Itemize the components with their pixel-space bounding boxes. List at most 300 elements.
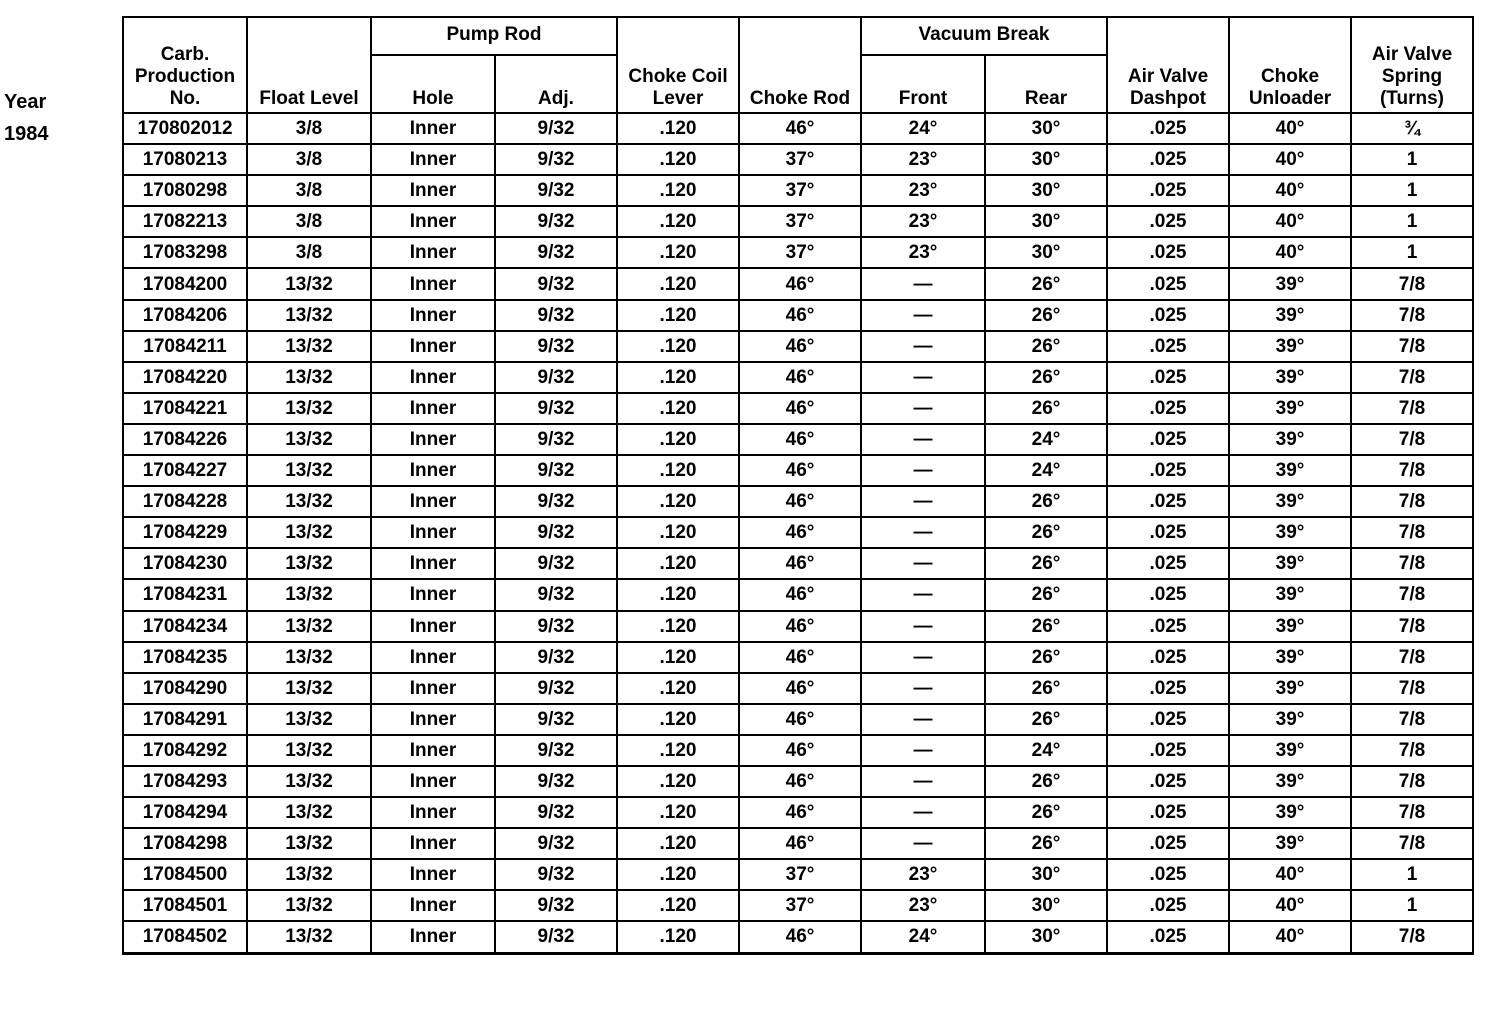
- air-valve-spring-cell: 7/8: [1351, 300, 1473, 331]
- carb-no-cell: 17084220: [123, 362, 247, 393]
- float-level-cell: 13/32: [247, 642, 371, 673]
- carb-no-cell: 17084200: [123, 268, 247, 299]
- air-valve-dashpot-cell: .025: [1107, 828, 1229, 859]
- carb-no-cell: 17084235: [123, 642, 247, 673]
- pump-rod-hole-cell: Inner: [371, 206, 495, 237]
- choke-coil-lever-cell: .120: [617, 486, 739, 517]
- pump-rod-adj-cell: 9/32: [495, 393, 617, 424]
- air-valve-spring-cell: 7/8: [1351, 455, 1473, 486]
- table-row: [123, 113, 1473, 144]
- table-row: [123, 828, 1473, 859]
- carb-no-cell: 17084290: [123, 673, 247, 704]
- table-row: [123, 206, 1473, 237]
- choke-coil-lever-cell: .120: [617, 517, 739, 548]
- pump-rod-adj-cell: 9/32: [495, 735, 617, 766]
- air-valve-dashpot-cell: .025: [1107, 548, 1229, 579]
- choke-rod-cell: 46°: [739, 766, 861, 797]
- float-level-cell: 3/8: [247, 237, 371, 268]
- air-valve-dashpot-cell: .025: [1107, 455, 1229, 486]
- air-valve-spring-cell: 7/8: [1351, 268, 1473, 299]
- air-valve-dashpot-cell: .025: [1107, 144, 1229, 175]
- pump-rod-adj-cell: 9/32: [495, 268, 617, 299]
- header-choke-rod: Choke Rod: [739, 17, 861, 113]
- vacuum-break-front-cell: —: [861, 797, 985, 828]
- vacuum-break-rear-cell: 24°: [985, 735, 1107, 766]
- pump-rod-hole-cell: Inner: [371, 735, 495, 766]
- choke-coil-lever-cell: .120: [617, 113, 739, 144]
- choke-coil-lever-cell: .120: [617, 331, 739, 362]
- pump-rod-hole-cell: Inner: [371, 890, 495, 921]
- pump-rod-adj-cell: 9/32: [495, 828, 617, 859]
- vacuum-break-front-cell: —: [861, 393, 985, 424]
- vacuum-break-front-cell: —: [861, 642, 985, 673]
- choke-coil-lever-cell: .120: [617, 393, 739, 424]
- carb-no-cell: 17080298: [123, 175, 247, 206]
- vacuum-break-front-cell: —: [861, 548, 985, 579]
- vacuum-break-rear-cell: 26°: [985, 704, 1107, 735]
- pump-rod-hole-cell: Inner: [371, 797, 495, 828]
- choke-unloader-cell: 39°: [1229, 735, 1351, 766]
- table-row: [123, 548, 1473, 579]
- pump-rod-hole-cell: Inner: [371, 579, 495, 610]
- pump-rod-hole-cell: Inner: [371, 548, 495, 579]
- vacuum-break-rear-cell: 30°: [985, 206, 1107, 237]
- table-row: [123, 455, 1473, 486]
- float-level-cell: 3/8: [247, 144, 371, 175]
- air-valve-spring-cell: 1: [1351, 890, 1473, 921]
- header-pump-rod-hole: Hole: [371, 55, 495, 113]
- table-row: [123, 144, 1473, 175]
- pump-rod-hole-cell: Inner: [371, 237, 495, 268]
- float-level-cell: 13/32: [247, 611, 371, 642]
- air-valve-dashpot-cell: .025: [1107, 517, 1229, 548]
- pump-rod-hole-cell: Inner: [371, 300, 495, 331]
- air-valve-spring-cell: 1: [1351, 859, 1473, 890]
- float-level-cell: 13/32: [247, 859, 371, 890]
- float-level-cell: 13/32: [247, 331, 371, 362]
- vacuum-break-rear-cell: 26°: [985, 300, 1107, 331]
- pump-rod-hole-cell: Inner: [371, 486, 495, 517]
- pump-rod-adj-cell: 9/32: [495, 517, 617, 548]
- header-pump-rod: Pump Rod: [371, 17, 617, 55]
- table-row: [123, 268, 1473, 299]
- table-row: [123, 393, 1473, 424]
- air-valve-spring-cell: 7/8: [1351, 331, 1473, 362]
- air-valve-dashpot-cell: .025: [1107, 237, 1229, 268]
- table-row: [123, 331, 1473, 362]
- vacuum-break-rear-cell: 30°: [985, 175, 1107, 206]
- air-valve-spring-cell: 7/8: [1351, 797, 1473, 828]
- air-valve-spring-cell: 7/8: [1351, 704, 1473, 735]
- vacuum-break-rear-cell: 26°: [985, 331, 1107, 362]
- float-level-cell: 13/32: [247, 797, 371, 828]
- choke-rod-cell: 46°: [739, 673, 861, 704]
- air-valve-spring-cell: 7/8: [1351, 642, 1473, 673]
- float-level-cell: 13/32: [247, 766, 371, 797]
- header-pump-rod-adj: Adj.: [495, 55, 617, 113]
- pump-rod-adj-cell: 9/32: [495, 144, 617, 175]
- air-valve-dashpot-cell: .025: [1107, 859, 1229, 890]
- float-level-cell: 13/32: [247, 486, 371, 517]
- carb-no-cell: 17084500: [123, 859, 247, 890]
- air-valve-dashpot-cell: .025: [1107, 362, 1229, 393]
- pump-rod-adj-cell: 9/32: [495, 300, 617, 331]
- choke-unloader-cell: 39°: [1229, 424, 1351, 455]
- air-valve-dashpot-cell: .025: [1107, 921, 1229, 953]
- choke-rod-cell: 46°: [739, 828, 861, 859]
- choke-coil-lever-cell: .120: [617, 642, 739, 673]
- choke-coil-lever-cell: .120: [617, 735, 739, 766]
- pump-rod-adj-cell: 9/32: [495, 237, 617, 268]
- choke-rod-cell: 46°: [739, 548, 861, 579]
- table-row: [123, 486, 1473, 517]
- header-vacuum-break-front: Front: [861, 55, 985, 113]
- pump-rod-hole-cell: Inner: [371, 144, 495, 175]
- choke-rod-cell: 46°: [739, 393, 861, 424]
- pump-rod-adj-cell: 9/32: [495, 206, 617, 237]
- year-column: [4, 86, 104, 150]
- vacuum-break-rear-cell: 26°: [985, 766, 1107, 797]
- pump-rod-adj-cell: 9/32: [495, 797, 617, 828]
- vacuum-break-front-cell: —: [861, 579, 985, 610]
- vacuum-break-rear-cell: 30°: [985, 890, 1107, 921]
- pump-rod-hole-cell: Inner: [371, 859, 495, 890]
- vacuum-break-rear-cell: 30°: [985, 113, 1107, 144]
- choke-rod-cell: 37°: [739, 859, 861, 890]
- choke-coil-lever-cell: .120: [617, 237, 739, 268]
- float-level-cell: 13/32: [247, 828, 371, 859]
- pump-rod-hole-cell: Inner: [371, 704, 495, 735]
- choke-unloader-cell: 39°: [1229, 828, 1351, 859]
- table-row: [123, 890, 1473, 921]
- choke-rod-cell: 46°: [739, 517, 861, 548]
- air-valve-spring-cell: 7/8: [1351, 673, 1473, 704]
- carb-no-cell: 17084291: [123, 704, 247, 735]
- air-valve-dashpot-cell: .025: [1107, 331, 1229, 362]
- vacuum-break-rear-cell: 26°: [985, 642, 1107, 673]
- vacuum-break-front-cell: 23°: [861, 175, 985, 206]
- air-valve-dashpot-cell: .025: [1107, 890, 1229, 921]
- year-label: Year: [4, 91, 47, 113]
- carb-no-cell: 17084501: [123, 890, 247, 921]
- choke-coil-lever-cell: .120: [617, 673, 739, 704]
- choke-coil-lever-cell: .120: [617, 268, 739, 299]
- carb-no-cell: 17082213: [123, 206, 247, 237]
- carb-no-cell: 170802012: [123, 113, 247, 144]
- choke-rod-cell: 46°: [739, 797, 861, 828]
- table-row: [123, 424, 1473, 455]
- choke-unloader-cell: 39°: [1229, 579, 1351, 610]
- choke-coil-lever-cell: .120: [617, 859, 739, 890]
- air-valve-spring-cell: 7/8: [1351, 921, 1473, 953]
- carb-no-cell: 17084229: [123, 517, 247, 548]
- float-level-cell: 13/32: [247, 517, 371, 548]
- table-row: [123, 300, 1473, 331]
- float-level-cell: 3/8: [247, 206, 371, 237]
- choke-unloader-cell: 39°: [1229, 673, 1351, 704]
- air-valve-spring-cell: 7/8: [1351, 517, 1473, 548]
- pump-rod-hole-cell: Inner: [371, 642, 495, 673]
- choke-rod-cell: 37°: [739, 237, 861, 268]
- carb-no-cell: 17084292: [123, 735, 247, 766]
- choke-coil-lever-cell: .120: [617, 797, 739, 828]
- header-carb-production-no: Carb. Production No.: [123, 17, 247, 113]
- air-valve-dashpot-cell: .025: [1107, 113, 1229, 144]
- pump-rod-adj-cell: 9/32: [495, 673, 617, 704]
- vacuum-break-rear-cell: 26°: [985, 828, 1107, 859]
- choke-unloader-cell: 39°: [1229, 766, 1351, 797]
- vacuum-break-rear-cell: 26°: [985, 517, 1107, 548]
- choke-coil-lever-cell: .120: [617, 144, 739, 175]
- pump-rod-adj-cell: 9/32: [495, 921, 617, 953]
- air-valve-dashpot-cell: .025: [1107, 642, 1229, 673]
- air-valve-dashpot-cell: .025: [1107, 393, 1229, 424]
- air-valve-dashpot-cell: .025: [1107, 704, 1229, 735]
- air-valve-spring-cell: 7/8: [1351, 362, 1473, 393]
- vacuum-break-rear-cell: 26°: [985, 362, 1107, 393]
- table-row: [123, 579, 1473, 610]
- choke-unloader-cell: 39°: [1229, 517, 1351, 548]
- float-level-cell: 13/32: [247, 704, 371, 735]
- pump-rod-adj-cell: 9/32: [495, 890, 617, 921]
- choke-coil-lever-cell: .120: [617, 455, 739, 486]
- vacuum-break-front-cell: —: [861, 424, 985, 455]
- choke-unloader-cell: 39°: [1229, 797, 1351, 828]
- vacuum-break-rear-cell: 26°: [985, 797, 1107, 828]
- float-level-cell: 3/8: [247, 113, 371, 144]
- vacuum-break-rear-cell: 26°: [985, 268, 1107, 299]
- header-vacuum-break: Vacuum Break: [861, 17, 1107, 55]
- vacuum-break-front-cell: 23°: [861, 206, 985, 237]
- float-level-cell: 13/32: [247, 579, 371, 610]
- carb-no-cell: 17084231: [123, 579, 247, 610]
- vacuum-break-front-cell: —: [861, 486, 985, 517]
- pump-rod-hole-cell: Inner: [371, 611, 495, 642]
- header-air-valve-spring: Air Valve Spring (Turns): [1351, 17, 1473, 113]
- carb-no-cell: 17084502: [123, 921, 247, 953]
- carb-no-cell: 17084228: [123, 486, 247, 517]
- float-level-cell: 3/8: [247, 175, 371, 206]
- vacuum-break-rear-cell: 30°: [985, 921, 1107, 953]
- choke-unloader-cell: 40°: [1229, 113, 1351, 144]
- vacuum-break-front-cell: 24°: [861, 113, 985, 144]
- choke-rod-cell: 46°: [739, 642, 861, 673]
- vacuum-break-front-cell: 23°: [861, 144, 985, 175]
- pump-rod-hole-cell: Inner: [371, 673, 495, 704]
- vacuum-break-front-cell: 23°: [861, 237, 985, 268]
- vacuum-break-front-cell: —: [861, 704, 985, 735]
- carb-no-cell: 17084211: [123, 331, 247, 362]
- air-valve-spring-cell: 1: [1351, 175, 1473, 206]
- float-level-cell: 13/32: [247, 921, 371, 953]
- float-level-cell: 13/32: [247, 890, 371, 921]
- vacuum-break-front-cell: —: [861, 735, 985, 766]
- carb-no-cell: 17084226: [123, 424, 247, 455]
- choke-coil-lever-cell: .120: [617, 300, 739, 331]
- choke-rod-cell: 46°: [739, 300, 861, 331]
- choke-rod-cell: 46°: [739, 704, 861, 735]
- choke-coil-lever-cell: .120: [617, 704, 739, 735]
- choke-unloader-cell: 39°: [1229, 704, 1351, 735]
- header-choke-coil-lever: Choke Coil Lever: [617, 17, 739, 113]
- pump-rod-adj-cell: 9/32: [495, 331, 617, 362]
- vacuum-break-front-cell: —: [861, 268, 985, 299]
- vacuum-break-front-cell: —: [861, 331, 985, 362]
- air-valve-spring-cell: 1: [1351, 206, 1473, 237]
- air-valve-dashpot-cell: .025: [1107, 579, 1229, 610]
- carburetor-spec-table: [122, 16, 1474, 955]
- carb-no-cell: 17084294: [123, 797, 247, 828]
- carb-no-cell: 17084227: [123, 455, 247, 486]
- pump-rod-adj-cell: 9/32: [495, 859, 617, 890]
- header-air-valve-dashpot: Air Valve Dashpot: [1107, 17, 1229, 113]
- table-row: [123, 517, 1473, 548]
- choke-unloader-cell: 39°: [1229, 611, 1351, 642]
- pump-rod-adj-cell: 9/32: [495, 175, 617, 206]
- pump-rod-adj-cell: 9/32: [495, 548, 617, 579]
- air-valve-dashpot-cell: .025: [1107, 486, 1229, 517]
- table-row: [123, 611, 1473, 642]
- vacuum-break-rear-cell: 24°: [985, 424, 1107, 455]
- table-row: [123, 921, 1473, 953]
- pump-rod-adj-cell: 9/32: [495, 611, 617, 642]
- table-row: [123, 704, 1473, 735]
- header-choke-unloader: Choke Unloader: [1229, 17, 1351, 113]
- choke-unloader-cell: 39°: [1229, 455, 1351, 486]
- choke-rod-cell: 37°: [739, 206, 861, 237]
- choke-unloader-cell: 40°: [1229, 175, 1351, 206]
- pump-rod-adj-cell: 9/32: [495, 579, 617, 610]
- table-row: [123, 362, 1473, 393]
- air-valve-dashpot-cell: .025: [1107, 268, 1229, 299]
- choke-coil-lever-cell: .120: [617, 611, 739, 642]
- carb-no-cell: 17084234: [123, 611, 247, 642]
- choke-coil-lever-cell: .120: [617, 206, 739, 237]
- vacuum-break-rear-cell: 30°: [985, 237, 1107, 268]
- choke-coil-lever-cell: .120: [617, 828, 739, 859]
- air-valve-spring-cell: 7/8: [1351, 828, 1473, 859]
- pump-rod-hole-cell: Inner: [371, 331, 495, 362]
- table-row: [123, 766, 1473, 797]
- choke-rod-cell: 46°: [739, 486, 861, 517]
- choke-rod-cell: 37°: [739, 144, 861, 175]
- carb-no-cell: 17084298: [123, 828, 247, 859]
- air-valve-spring-cell: 1: [1351, 237, 1473, 268]
- vacuum-break-front-cell: —: [861, 300, 985, 331]
- pump-rod-adj-cell: 9/32: [495, 362, 617, 393]
- carb-no-cell: 17080213: [123, 144, 247, 175]
- table-row: [123, 735, 1473, 766]
- float-level-cell: 13/32: [247, 735, 371, 766]
- choke-unloader-cell: 39°: [1229, 362, 1351, 393]
- air-valve-dashpot-cell: .025: [1107, 300, 1229, 331]
- pump-rod-adj-cell: 9/32: [495, 455, 617, 486]
- vacuum-break-front-cell: 24°: [861, 921, 985, 953]
- year-value: 1984: [4, 123, 49, 145]
- choke-coil-lever-cell: .120: [617, 424, 739, 455]
- choke-unloader-cell: 39°: [1229, 486, 1351, 517]
- choke-unloader-cell: 39°: [1229, 642, 1351, 673]
- air-valve-spring-cell: 7/8: [1351, 548, 1473, 579]
- air-valve-spring-cell: 7/8: [1351, 486, 1473, 517]
- choke-coil-lever-cell: .120: [617, 579, 739, 610]
- choke-rod-cell: 37°: [739, 175, 861, 206]
- air-valve-spring-cell: 7/8: [1351, 766, 1473, 797]
- pump-rod-adj-cell: 9/32: [495, 766, 617, 797]
- pump-rod-hole-cell: Inner: [371, 175, 495, 206]
- choke-rod-cell: 46°: [739, 579, 861, 610]
- air-valve-spring-cell: 7/8: [1351, 424, 1473, 455]
- vacuum-break-rear-cell: 30°: [985, 144, 1107, 175]
- vacuum-break-rear-cell: 30°: [985, 859, 1107, 890]
- choke-unloader-cell: 40°: [1229, 859, 1351, 890]
- air-valve-spring-cell: 7/8: [1351, 393, 1473, 424]
- air-valve-dashpot-cell: .025: [1107, 611, 1229, 642]
- float-level-cell: 13/32: [247, 424, 371, 455]
- choke-rod-cell: 46°: [739, 611, 861, 642]
- header-float-level: Float Level: [247, 17, 371, 113]
- float-level-cell: 13/32: [247, 455, 371, 486]
- vacuum-break-front-cell: 23°: [861, 890, 985, 921]
- pump-rod-hole-cell: Inner: [371, 455, 495, 486]
- float-level-cell: 13/32: [247, 548, 371, 579]
- choke-unloader-cell: 39°: [1229, 548, 1351, 579]
- choke-unloader-cell: 40°: [1229, 144, 1351, 175]
- air-valve-dashpot-cell: .025: [1107, 766, 1229, 797]
- vacuum-break-front-cell: 23°: [861, 859, 985, 890]
- pump-rod-hole-cell: Inner: [371, 921, 495, 953]
- choke-rod-cell: 46°: [739, 113, 861, 144]
- pump-rod-adj-cell: 9/32: [495, 704, 617, 735]
- vacuum-break-front-cell: —: [861, 455, 985, 486]
- carb-no-cell: 17084206: [123, 300, 247, 331]
- choke-rod-cell: 46°: [739, 735, 861, 766]
- table-row: [123, 859, 1473, 890]
- pump-rod-hole-cell: Inner: [371, 828, 495, 859]
- choke-unloader-cell: 39°: [1229, 300, 1351, 331]
- pump-rod-adj-cell: 9/32: [495, 424, 617, 455]
- float-level-cell: 13/32: [247, 268, 371, 299]
- float-level-cell: 13/32: [247, 393, 371, 424]
- choke-coil-lever-cell: .120: [617, 890, 739, 921]
- float-level-cell: 13/32: [247, 300, 371, 331]
- air-valve-dashpot-cell: .025: [1107, 797, 1229, 828]
- choke-coil-lever-cell: .120: [617, 175, 739, 206]
- header-vacuum-break-rear: Rear: [985, 55, 1107, 113]
- carb-no-cell: 17084293: [123, 766, 247, 797]
- table-row: [123, 673, 1473, 704]
- pump-rod-hole-cell: Inner: [371, 766, 495, 797]
- choke-rod-cell: 46°: [739, 455, 861, 486]
- carb-no-cell: 17084230: [123, 548, 247, 579]
- pump-rod-hole-cell: Inner: [371, 362, 495, 393]
- air-valve-spring-cell: 7/8: [1351, 579, 1473, 610]
- vacuum-break-rear-cell: 26°: [985, 393, 1107, 424]
- vacuum-break-front-cell: —: [861, 828, 985, 859]
- pump-rod-hole-cell: Inner: [371, 424, 495, 455]
- choke-coil-lever-cell: .120: [617, 362, 739, 393]
- choke-rod-cell: 37°: [739, 890, 861, 921]
- table-row: [123, 237, 1473, 268]
- choke-rod-cell: 46°: [739, 268, 861, 299]
- choke-unloader-cell: 39°: [1229, 268, 1351, 299]
- table-body: [123, 113, 1473, 953]
- vacuum-break-rear-cell: 26°: [985, 548, 1107, 579]
- vacuum-break-front-cell: —: [861, 517, 985, 548]
- air-valve-dashpot-cell: .025: [1107, 735, 1229, 766]
- vacuum-break-rear-cell: 26°: [985, 611, 1107, 642]
- table-row: [123, 642, 1473, 673]
